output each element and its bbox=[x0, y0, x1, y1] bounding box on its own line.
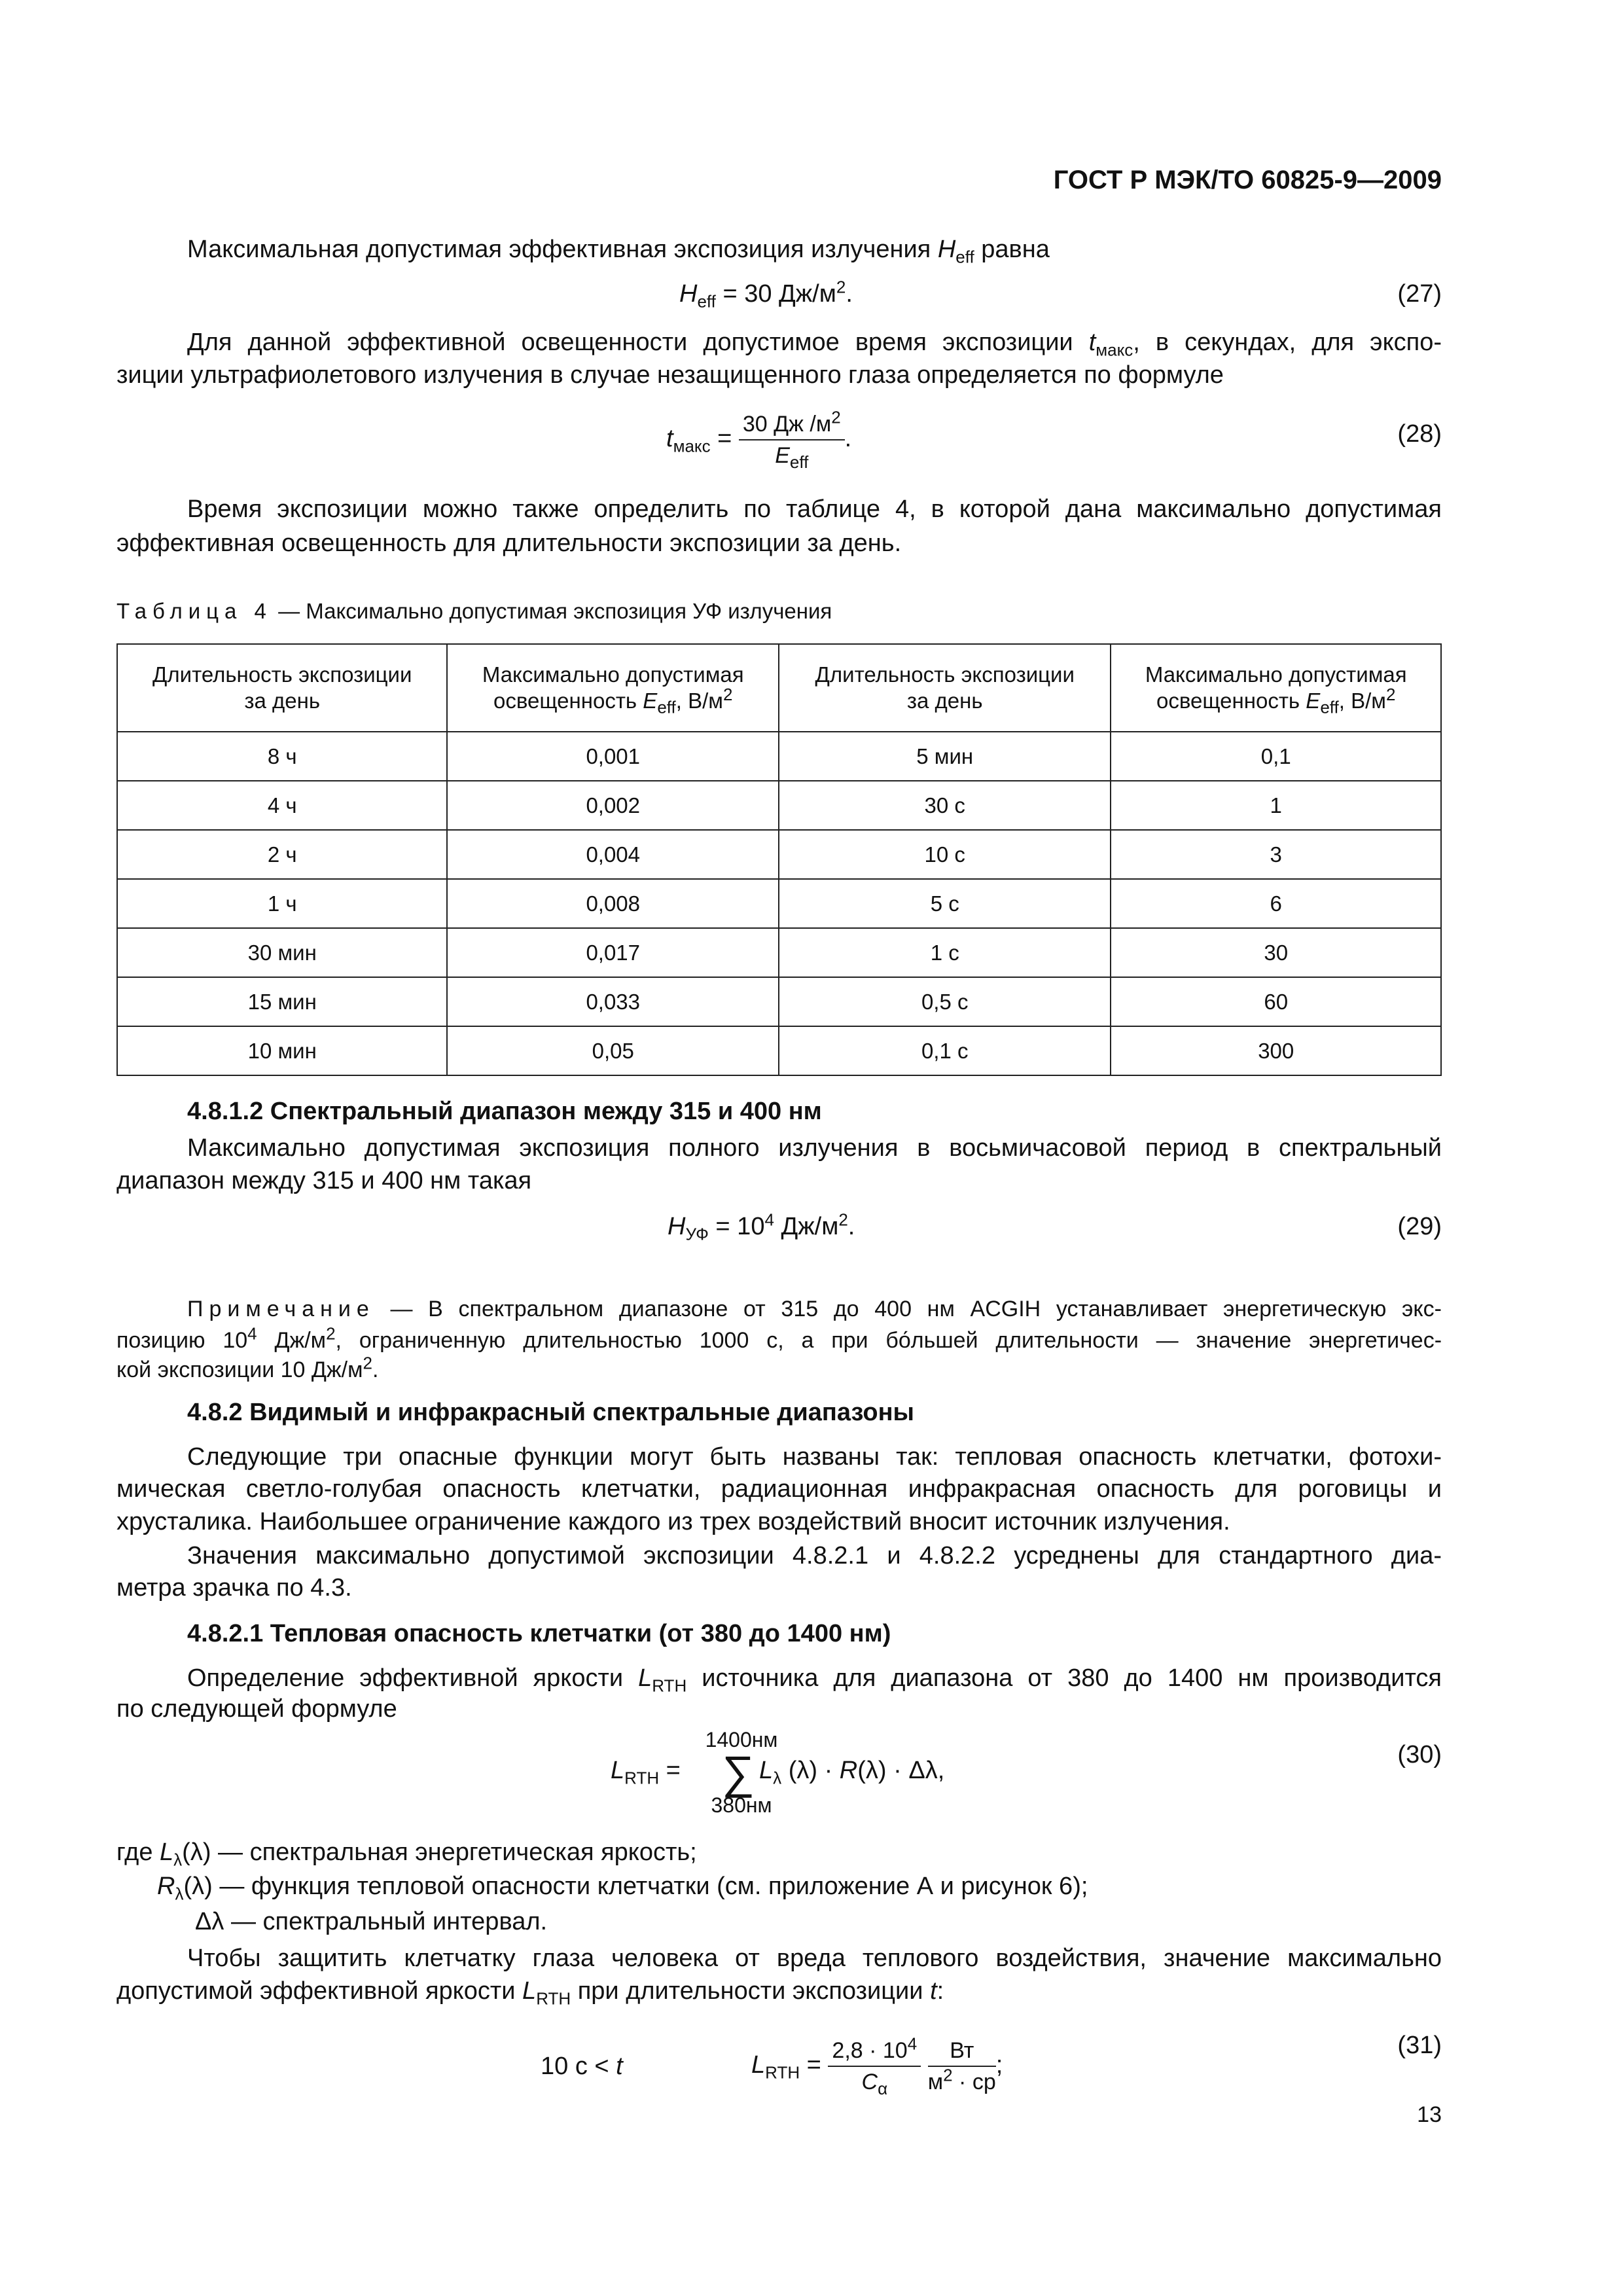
text: , в секундах, для экспо- bbox=[1133, 329, 1442, 356]
units-fraction bbox=[928, 2036, 996, 2097]
table-row bbox=[117, 732, 1441, 781]
paragraph-tmax-l1 bbox=[187, 326, 1442, 359]
sub: eff bbox=[955, 247, 974, 267]
text: Максимально допустимая bbox=[482, 662, 744, 687]
table-cell: 2 ч bbox=[117, 830, 447, 879]
text: . bbox=[846, 280, 853, 308]
table-cell: 1 с bbox=[779, 928, 1111, 977]
paragraph-482-l2: мическая светло-голубая опасность клетчатки, радиационная инфракрасная опасность для роговицы и bbox=[116, 1475, 1442, 1503]
header-duration bbox=[117, 644, 447, 732]
text: L bbox=[611, 1757, 625, 1784]
sup: 2 bbox=[836, 277, 846, 297]
table-cell: 3 bbox=[1111, 830, 1441, 879]
text: = bbox=[710, 425, 739, 452]
text: (λ) · Δλ, bbox=[857, 1757, 945, 1784]
text: : bbox=[936, 1977, 944, 2005]
text: 4 bbox=[247, 1323, 257, 1344]
text: L bbox=[751, 2051, 766, 2079]
text: за день bbox=[244, 689, 321, 713]
text: eff bbox=[657, 697, 676, 717]
table-cell: 8 ч bbox=[117, 732, 447, 781]
where-l3: Δλ — спектральный интервал. bbox=[195, 1908, 548, 1935]
sum-upper-limit: 1400нм bbox=[705, 1728, 778, 1751]
text: . bbox=[847, 1213, 855, 1240]
header-duration bbox=[779, 644, 1111, 732]
table-cell: 0,1 с bbox=[779, 1026, 1111, 1075]
text: . bbox=[844, 425, 852, 452]
table-cell: 5 мин bbox=[779, 732, 1111, 781]
text: Примечание bbox=[187, 1297, 375, 1321]
text: 2 bbox=[1385, 685, 1396, 704]
text: освещенность bbox=[493, 689, 643, 713]
table-cell: 10 с bbox=[779, 830, 1111, 879]
paragraph-protect-l1: Чтобы защитить клетчатку глаза человека от вреда теплового воздействия, значение максимально bbox=[187, 1945, 1442, 1972]
table-row bbox=[117, 830, 1441, 879]
text: (λ) · bbox=[781, 1757, 840, 1784]
text: равна bbox=[974, 236, 1050, 263]
sigma-symbol: ∑ bbox=[722, 1747, 755, 1798]
text: допустимой эффективной яркости bbox=[116, 1977, 523, 2005]
text: RTH bbox=[624, 1768, 660, 1788]
text: RTH bbox=[765, 2062, 800, 2083]
text: L bbox=[522, 1977, 537, 2005]
text: 2 bbox=[943, 2065, 953, 2085]
equation-number: (28) bbox=[1397, 420, 1442, 448]
table-row bbox=[117, 928, 1441, 977]
table-cell: 0,002 bbox=[447, 781, 779, 830]
note-l3 bbox=[116, 1354, 1442, 1386]
text: = bbox=[800, 2051, 829, 2079]
table-cell: 0,033 bbox=[447, 977, 779, 1026]
table-cell: 1 bbox=[1111, 781, 1441, 830]
text: м bbox=[927, 2069, 944, 2094]
table-cell: 15 мин bbox=[117, 977, 447, 1026]
where-l1 bbox=[116, 1836, 1442, 1869]
table-cell: 30 мин bbox=[117, 928, 447, 977]
equation-28 bbox=[116, 406, 1442, 471]
text: Определение эффективной яркости bbox=[187, 1664, 639, 1692]
text: λ bbox=[173, 1850, 183, 1870]
table-caption bbox=[116, 595, 1442, 628]
equation-number: (30) bbox=[1397, 1741, 1442, 1768]
text: C bbox=[861, 2069, 878, 2094]
fraction bbox=[739, 409, 845, 471]
table-cell: 0,008 bbox=[447, 879, 779, 928]
section-heading-4821: 4.8.2.1 Тепловая опасность клетчатки (от 380 до 1400 нм) bbox=[187, 1620, 891, 1647]
text: где bbox=[116, 1839, 160, 1866]
table-cell: 6 bbox=[1111, 879, 1441, 928]
table-cell: 0,001 bbox=[447, 732, 779, 781]
note-l1 bbox=[187, 1293, 1442, 1325]
paragraph-4812-l2: диапазон между 315 и 400 нм такая bbox=[116, 1167, 532, 1194]
section-heading-4812: 4.8.1.2 Спектральный диапазон между 315 и 400 нм bbox=[187, 1098, 822, 1125]
text: λ bbox=[773, 1768, 782, 1788]
page-number: 13 bbox=[1417, 2102, 1442, 2127]
table-cell: 0,017 bbox=[447, 928, 779, 977]
text: , В/м bbox=[675, 689, 723, 713]
text: L bbox=[160, 1839, 174, 1866]
section-heading-482: 4.8.2 Видимый и инфракрасный спектральные диапазоны bbox=[187, 1399, 914, 1426]
table-cell: 0,5 с bbox=[779, 977, 1111, 1026]
text: Вт bbox=[928, 2036, 996, 2067]
text: 2 bbox=[722, 685, 733, 704]
table-row bbox=[117, 1026, 1441, 1075]
table-cell: 10 мин bbox=[117, 1026, 447, 1075]
text: 2,8 · 10 bbox=[832, 2037, 908, 2063]
paragraph-protect-l2 bbox=[116, 1975, 1442, 2007]
text: = 30 Дж/м bbox=[715, 280, 836, 308]
text: · ср bbox=[952, 2069, 996, 2094]
text: . bbox=[372, 1357, 379, 1382]
text: L bbox=[638, 1664, 652, 1692]
text: E bbox=[643, 689, 658, 713]
var: H bbox=[679, 280, 698, 308]
text: R bbox=[839, 1757, 858, 1784]
paragraph-tmax-l2: зиции ультрафиолетового излучения в случае незащищенного глаза определяется по формуле bbox=[116, 361, 1224, 389]
numerator: 30 Дж /м bbox=[742, 411, 832, 437]
table-cell: 0,1 bbox=[1111, 732, 1441, 781]
paragraph-482-l1: Следующие три опасные функции могут быть названы так: тепловая опасность клетчатки, фотохи- bbox=[187, 1443, 1442, 1471]
sub: УФ bbox=[685, 1224, 709, 1244]
table-row bbox=[117, 879, 1441, 928]
text: RTH bbox=[652, 1676, 687, 1696]
table-cell: 5 с bbox=[779, 879, 1111, 928]
text: ; bbox=[995, 2051, 1003, 2079]
sup: 2 bbox=[838, 1210, 848, 1230]
text: 2 bbox=[326, 1323, 336, 1344]
table-cell: 60 bbox=[1111, 977, 1441, 1026]
text: , ограниченную длительностью 1000 с, а при бо́льшей длительности — значение энергетичес- bbox=[335, 1328, 1442, 1353]
sum-lower-limit: 380нм bbox=[711, 1793, 772, 1817]
text: Для данной эффективной освещенности допустимое время экспозиции bbox=[187, 329, 1089, 356]
text: 2 bbox=[363, 1353, 372, 1373]
equation-number: (27) bbox=[1397, 280, 1442, 308]
text: t bbox=[616, 2053, 623, 2080]
var: t bbox=[1088, 329, 1096, 356]
equation-number: (29) bbox=[1397, 1213, 1442, 1240]
text: за день bbox=[906, 689, 983, 713]
text: R bbox=[157, 1873, 175, 1900]
sub: eff bbox=[697, 291, 716, 312]
paragraph-heff bbox=[187, 233, 1442, 266]
paragraph-482-l5: метра зрачка по 4.3. bbox=[116, 1574, 352, 1602]
table-cell: 30 с bbox=[779, 781, 1111, 830]
table-row bbox=[117, 781, 1441, 830]
text: Дж/м bbox=[257, 1328, 327, 1353]
text: 4 bbox=[907, 2034, 918, 2054]
exposure-table bbox=[116, 643, 1442, 1076]
text: E bbox=[1306, 689, 1321, 713]
header-irradiance bbox=[447, 644, 779, 732]
paragraph-4821-l1 bbox=[187, 1662, 1442, 1695]
text: Максимальная допустимая эффективная экспозиция излучения bbox=[187, 236, 938, 263]
paragraph-482-l3: хрусталика. Наибольшее ограничение каждого из трех воздействий вносит источник излучения. bbox=[116, 1508, 1230, 1535]
fraction bbox=[828, 2036, 921, 2097]
table-cell: 0,004 bbox=[447, 830, 779, 879]
text: Длительность экспозиции bbox=[815, 662, 1075, 687]
text: α bbox=[878, 2078, 888, 2098]
table-header-row bbox=[117, 644, 1441, 732]
paragraph-4821-l2: по следующей формуле bbox=[116, 1695, 397, 1723]
equation-number: (31) bbox=[1397, 2032, 1442, 2059]
table-cell: 4 ч bbox=[117, 781, 447, 830]
table-cell: 30 bbox=[1111, 928, 1441, 977]
var: H bbox=[937, 236, 956, 263]
text: при длительности экспозиции bbox=[571, 1977, 931, 2005]
text: — В спектральном диапазоне от 315 до 400 нм ACGIH устанавливает энергетическую экс- bbox=[374, 1297, 1442, 1321]
caption-label: Таблица 4 bbox=[116, 599, 272, 623]
var: H bbox=[668, 1213, 686, 1240]
text: λ bbox=[175, 1884, 184, 1904]
text: RTH bbox=[536, 1988, 571, 2009]
table-cell: 300 bbox=[1111, 1026, 1441, 1075]
table-cell: 0,05 bbox=[447, 1026, 779, 1075]
text: (λ) — функция тепловой опасности клетчатки (см. приложение А и рисунок 6); bbox=[183, 1873, 1088, 1900]
note-l2 bbox=[116, 1324, 1442, 1357]
text: Максимально допустимая bbox=[1145, 662, 1407, 687]
text: источника для диапазона от 380 до 1400 нм производится bbox=[687, 1664, 1442, 1692]
header-irradiance bbox=[1111, 644, 1441, 732]
caption-text: — Максимально допустимая экспозиция УФ излучения bbox=[272, 599, 832, 623]
text: 10 с < bbox=[541, 2053, 616, 2080]
sub: макс bbox=[1096, 340, 1133, 360]
text: = bbox=[659, 1757, 681, 1784]
sup: 2 bbox=[831, 407, 841, 427]
where-l2 bbox=[157, 1870, 1482, 1903]
text: (λ) — спектральная энергетическая яркость; bbox=[182, 1839, 697, 1866]
text: освещенность bbox=[1156, 689, 1306, 713]
text: Длительность экспозиции bbox=[152, 662, 412, 687]
text: L bbox=[759, 1757, 774, 1784]
equation-30 bbox=[116, 1728, 1442, 1817]
text: , В/м bbox=[1338, 689, 1386, 713]
text: eff bbox=[1320, 697, 1339, 717]
document-header: ГОСТ Р МЭК/ТО 60825-9—2009 bbox=[1053, 166, 1442, 194]
sub: eff bbox=[789, 452, 809, 472]
sup: 4 bbox=[764, 1210, 774, 1230]
text: = 10 bbox=[708, 1213, 765, 1240]
table-row bbox=[117, 977, 1441, 1026]
table-cell: 1 ч bbox=[117, 879, 447, 928]
paragraph-4812-l1: Максимально допустимая экспозиция полного излучения в восьмичасовой период в спектральный bbox=[187, 1134, 1442, 1162]
var: t bbox=[666, 425, 673, 452]
text: t bbox=[930, 1977, 937, 2005]
text: позицию 10 bbox=[116, 1328, 248, 1353]
text: кой экспозиции 10 Дж/м bbox=[116, 1357, 363, 1382]
paragraph-table-ref-l1: Время экспозиции можно также определить по таблице 4, в которой дана максимально допустимая bbox=[187, 495, 1442, 523]
paragraph-table-ref-l2: эффективная освещенность для длительности экспозиции за день. bbox=[116, 529, 902, 557]
text: Дж/м bbox=[774, 1213, 839, 1240]
equation-31 bbox=[116, 2029, 1442, 2101]
paragraph-482-l4: Значения максимально допустимой экспозиции 4.8.2.1 и 4.8.2.2 усреднены для стандартного диа- bbox=[187, 1542, 1442, 1570]
sub: макс bbox=[673, 436, 711, 456]
denominator: E bbox=[775, 442, 790, 468]
